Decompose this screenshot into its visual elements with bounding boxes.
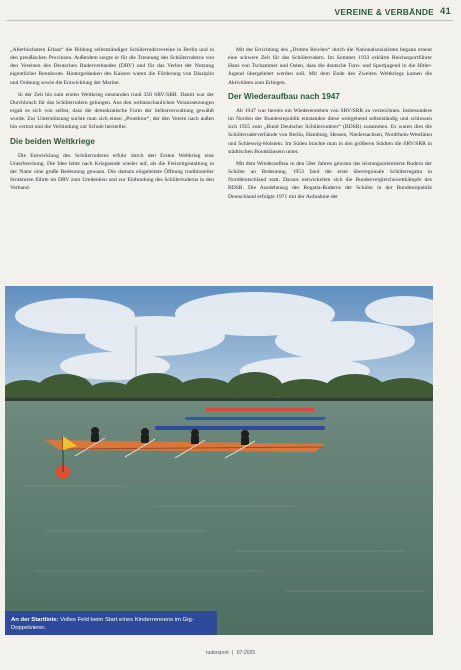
rowing-photo xyxy=(5,286,433,635)
section-heading: Die beiden Weltkriege xyxy=(10,136,95,146)
page-footer xyxy=(0,650,461,656)
caption-text: Volles Feld beim Start eines Kinderrennens im Gig-Doppelvierer. xyxy=(11,617,194,631)
magazine-name: rudersport xyxy=(205,650,229,656)
paragraph: Ab 1947 war bereits ein Wiedererstehen von SRV/SRR zu verzeichnen. Insbesondere im Norden der Bundesrepublik entstanden diese weitgehend selbstständig und schlossen sich 1955 zum „Bund Deutscher Schülerruderer“ (BDSR) zusammen. Es waren dies die Schülerruderverbände von Berlin, Hamburg, Hessen, Niedersachsen, Nordrhein-Westfalen und Schleswig-Holstein. Im Süden brachte man in den größeren Städten die SRV/SRR in städtischen Bootshäusern unter. xyxy=(228,107,432,155)
header-divider xyxy=(6,20,453,21)
left-column xyxy=(10,46,214,197)
paragraph: In der Zeit bis zum ersten Weltkrieg entstanden rund 350 SRV/SRR. Damit war der Durchbruch für das Schülerrudern gelungen. Aus den weltanschaulichen Voraussetzungen ergab es sich von selbst, dass die demokratische Form der Selbstverwaltung gewählt wurde. Zur Unterstützung suchte man sich einen „Protektor“, der den Verein nach außen hin vertrat und die Verbindung zur Schule herstellte. xyxy=(10,91,214,131)
footer-separator: | xyxy=(232,650,234,656)
paragraph: Die Entwicklung des Schülerruderns erfuhr durch den Ersten Weltkrieg eine Unterbrechung. Die Idee lebte nach Kriegsende wieder auf, als die Freizeitgestaltung in der Natur eine große Bedeutung gewann. Die damals eingeleitete Öffnung traditioneller Strukturen führte im DRV zum Umdenken und zur Einbindung des Schülerruderns in den Verband. xyxy=(10,152,214,192)
rowing-scene-illustration xyxy=(5,286,433,635)
page-header xyxy=(335,6,451,17)
caption-lead: An der Startlinie: xyxy=(11,617,59,623)
section-heading: Der Wiederaufbau nach 1947 xyxy=(228,91,340,101)
paragraph: Mit der Errichtung des „Dritten Reiches“ durch die Nationalsozialisten begann erneut eine schwere Zeit für das Schülerrudern. Im Sommer 1933 erklärte Reichssportführer Hans von Tschammer und Osten, dass die deutsche Turn- und Sportjugend in die Hitler-Jugend übergeleitet werden soll. Mit dem Ende des Zweiten Weltkriegs kamen die Aktivitäten zum Erliegen. xyxy=(228,47,432,86)
photo-caption xyxy=(5,611,217,635)
paragraph: „Allerhöchstem Erlass“ die Bildung selbstständiger Schülerrudervereine in Berlin und in den preußischen Provinzen. Außerdem sorgte er für die Trennung des Schülerruderns von den Vereinen des Deutschen Ruderverbandes (DRV) und für das Verbot der Nutzung eigentlicher Rennboote. Hintergedanken des Kaisers waren die Förderung von Disziplin und Ordnung sowie die Entwicklung der Marine. xyxy=(10,47,214,86)
paragraph: Mit dem Wiederaufbau in den 50er Jahren gewann das leistungsorientierte Rudern der Schüler an Bedeutung. 1953 fand die erste überregionale Schülerregatta in Norddeutschland statt. Daraus entwickelten sich die Bundesvergleichswettkämpfe des BDSR. Die Ausdehnung des Regatta-Ruderns der Schüler in der Bundesrepublik Deutschland erfolgte 1971 mit der Aufnahme der xyxy=(228,160,432,200)
right-column xyxy=(228,46,432,205)
issue-number: 07-2025 xyxy=(236,650,256,656)
page-number: 41 xyxy=(440,6,451,17)
section-title: VEREINE & VERBÄNDE xyxy=(334,6,435,17)
